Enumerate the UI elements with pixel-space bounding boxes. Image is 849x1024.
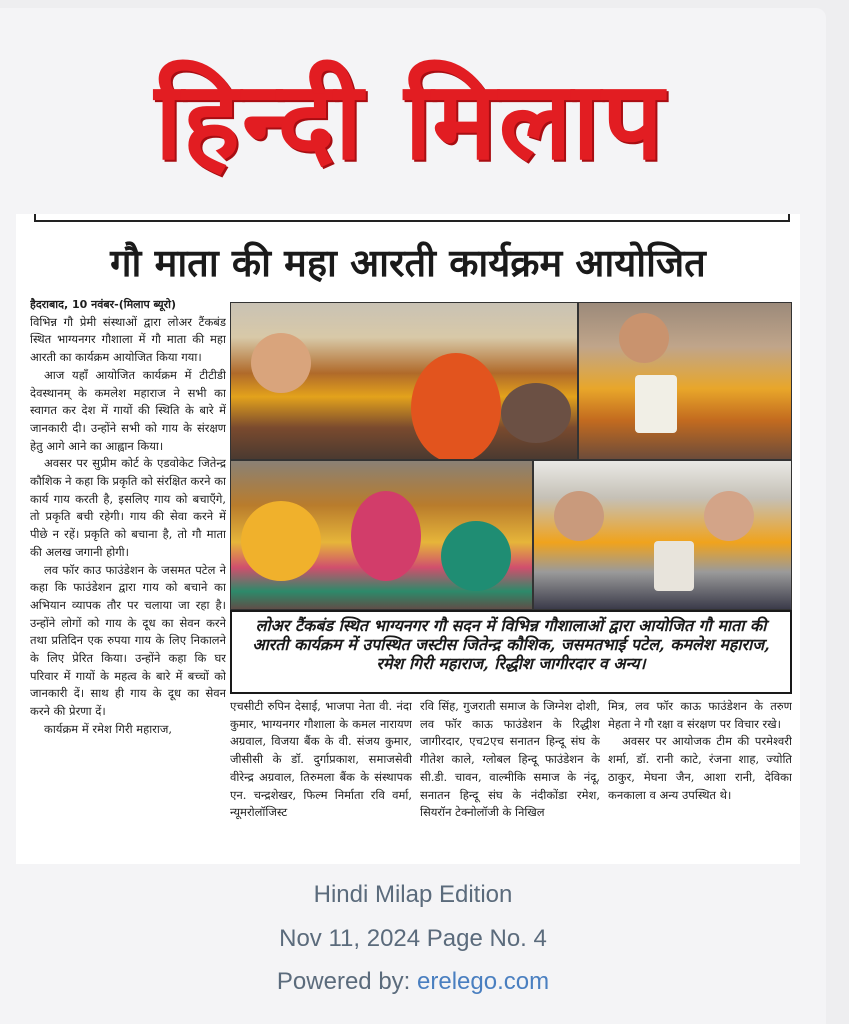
- paragraph: कार्यक्रम में रमेश गिरी महाराज,: [44, 721, 173, 736]
- article-column-2: [230, 698, 412, 858]
- article-column-4: [608, 698, 792, 858]
- article-column-1: [30, 296, 226, 858]
- article-column-3: [420, 698, 600, 858]
- masthead-logo: [150, 46, 670, 196]
- paragraph: रवि सिंह, गुजराती समाज के जिग्नेश दोशी, लव फॉर काऊ फाउंडेशन के रिद्धीश जागीरदार, एच2एच सनातन हिन्दू संघ के गीतेश काले, ग्लोबल हिन्दू फाउंडेशन के सी.डी. चावन, वाल्मीकि समाज के नंदू, सनातन हिन्दू संघ के नंदीकोंडा रमेश, सियरॉन टेक्नोलॉजी के निखिल: [420, 699, 600, 820]
- newspaper-clipping[interactable]: [16, 214, 800, 864]
- article-headline: गौ माता की महा आरती कार्यक्रम आयोजित: [110, 240, 706, 285]
- paragraph: एचसीटी रुपिन देसाई, भाजपा नेता वी. नंदा कुमार, भाग्यनगर गौशाला के कमल नारायण अग्रवाल, विजया बैंक के वी. संजय कुमार, जीसीसी के डॉ. दुर्गाप्रकाश, समाजसेवी वीरेन्द्र अग्रवाल, तिरुमला बैंक के संस्थापक एन. चन्द्रशेखर, फिल्म निर्माता रवि वर्मा, न्यूमरोलॉजिस्ट: [230, 699, 412, 820]
- powered-by-label: Powered by:: [276, 968, 417, 995]
- event-photo-award: [578, 302, 792, 460]
- powered-by-link[interactable]: erelego.com: [417, 968, 550, 995]
- page-card: [0, 8, 826, 1024]
- event-photo-audience: [230, 460, 533, 610]
- paragraph: आज यहाँ आयोजित कार्यक्रम में टीटीडी देवस्थानम् के कमलेश महाराज ने सभी का स्वागत कर देश में गायों की स्थिति के बारे में जानकारी दी। उन्होंने सभी को गाय के संरक्षण हेतु आगे आने का आह्वान किया।: [30, 367, 226, 453]
- powered-by: [0, 968, 826, 996]
- paragraph: मित्र, लव फॉर काऊ फाउंडेशन के तरुण मेहता ने गौ रक्षा व संरक्षण पर विचार रखे।: [608, 699, 792, 731]
- edition-label: Hindi Milap Edition: [313, 881, 513, 908]
- event-photo-felicitation: [533, 460, 792, 610]
- paragraph: लव फॉर काउ फाउंडेशन के जसमत पटेल ने कहा कि फाउंडेशन द्वारा गाय को बचाने का अभियान व्यापक तौर पर चलाया जा रहा है। उन्होंने लोगों को गाय के दूध का सेवन करने तथा प्रतिदिन एक रुपया गाय के लिए निकालने के लिए प्रेरित किया। उन्होंने कहा कि घर परिवार में गायों के महत्व के बारे में बच्चों को जानकारी दें। साथ ही गाय के दूध का सेवन करने की प्रेरणा दें।: [30, 562, 226, 719]
- dateline: हैदराबाद, 10 नवंबर-(मिलाप ब्यूरो): [30, 298, 176, 311]
- event-photo-aarti: [230, 302, 578, 460]
- clipping-top-rule: [34, 214, 790, 222]
- paragraph: अवसर पर आयोजक टीम की परमेश्वरी शर्मा, डॉ. रानी काटे, रंजना शाह, ज्योति ठाकुर, मेघना जैन, आशा रानी, देविका कनकाला व अन्य उपस्थित थे।: [608, 734, 792, 802]
- paragraph: अवसर पर सुप्रीम कोर्ट के एडवोकेट जितेन्द्र कौशिक ने कहा कि प्रकृति को संरक्षित करने का कार्य गाय करती है, इसलिए गाय को बचाएँगे, तो प्रकृति बची रहेगी। गाय की सेवा करने में पीछे न रहें। प्रकृति को बचाना है, तो गौ माता की अलख जगानी होगी।: [30, 456, 226, 559]
- edition-date-page: Nov 11, 2024 Page No. 4: [279, 925, 547, 952]
- masthead-title: हिन्दी मिलाप: [154, 58, 666, 184]
- photo-caption: लोअर टैंकबंड स्थित भाग्यनगर गौ सदन में विभिन्न गौशालाओं द्वारा आयोजित गौ माता की आरती कार्यक्रम में उपस्थित जस्टीस जितेन्द्र कौशिक, जसमतभाई पटेल, कमलेश महाराज, रमेश गिरी महाराज, रिद्धीश जागीरदार व अन्य।: [230, 610, 792, 694]
- paragraph: विभिन्न गौ प्रेमी संस्थाओं द्वारा लोअर टैंकबंड स्थित भाग्यनगर गौशाला में गौ माता की महा आरती का कार्यक्रम आयोजित किया गया।: [30, 314, 226, 365]
